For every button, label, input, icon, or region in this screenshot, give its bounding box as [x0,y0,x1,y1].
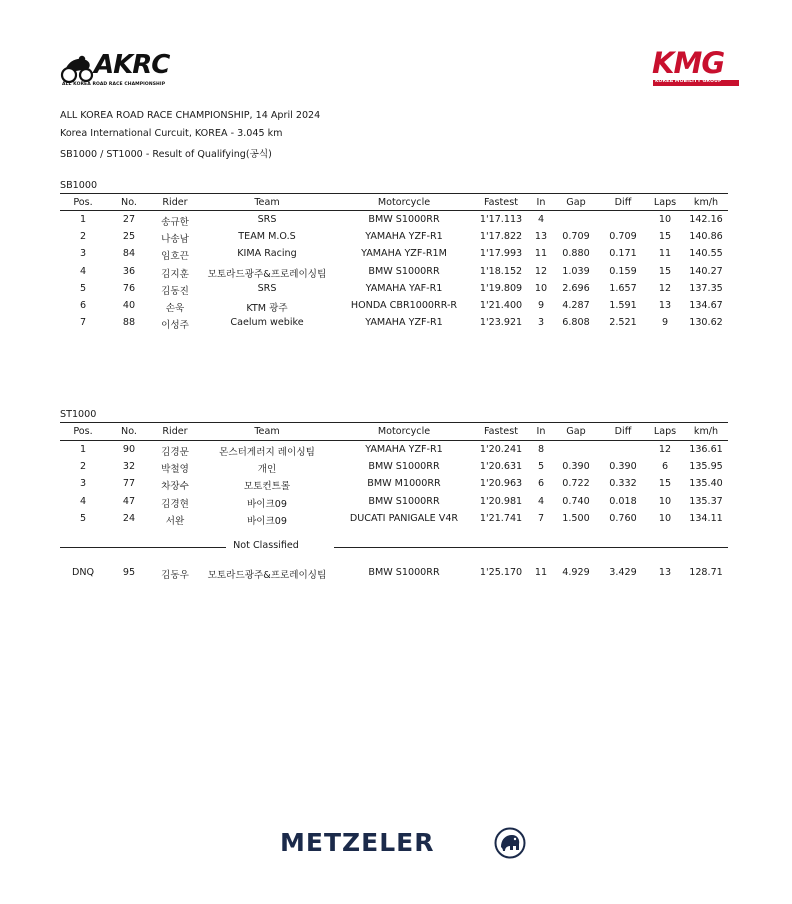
column-header-gap: Gap [566,197,586,208]
cell-team: 개인 [257,464,277,476]
cell-motorcycle: YAMAHA YZF-R1 [365,317,443,329]
cell-fastest: 1'20.981 [479,495,523,507]
cell-in: 3 [537,317,545,329]
column-header-rider: Rider [162,197,188,208]
cell-motorcycle: BMW S1000RR [368,495,440,507]
cell-kmh: 128.71 [689,567,723,578]
cell-pos: 3 [79,478,87,490]
cell-fastest: 1'20.963 [479,478,523,490]
cell-no: 24 [122,512,136,524]
cell-kmh: 140.55 [689,248,723,260]
cell-gap: 0.709 [562,231,590,243]
cell-kmh: 142.16 [689,214,723,225]
cell-fastest: 1'17.822 [479,231,523,243]
column-header-rider: Rider [162,426,188,437]
column-header-motorcycle: Motorcycle [377,426,431,437]
column-header-kmh: km/h [693,197,719,208]
cell-gap: 4.929 [562,567,590,578]
cell-laps: 13 [658,567,672,578]
cell-team: SRS [257,282,277,294]
cell-pos: 1 [79,214,87,225]
cell-laps: 12 [658,444,672,455]
cell-motorcycle: BMW S1000RR [368,214,440,225]
column-header-laps: Laps [653,197,677,208]
kmg-tagline: KOREA MOBILITY GROUP [655,79,722,84]
cell-fastest: 1'20.241 [479,444,523,455]
cell-motorcycle: HONDA CBR1000RR-R [350,300,458,311]
cell-kmh: 135.40 [689,478,723,490]
cell-rider: 차장수 [161,481,189,493]
cell-kmh: 137.35 [689,282,723,294]
akrc-tagline: ALL KOREA ROAD RACE CHAMPIONSHIP [62,82,166,87]
cell-rider: 서완 [165,515,185,527]
cell-gap: 2.696 [562,282,590,294]
cell-team: Caelum webike [230,317,304,329]
cell-diff: 0.332 [609,478,637,490]
cell-team: 모토컨트롤 [243,481,291,493]
st1000-label: ST1000 [60,409,97,420]
cell-no: 88 [122,317,136,329]
cell-gap: 4.287 [562,300,590,311]
cell-laps: 10 [658,214,672,225]
cell-laps: 15 [658,231,672,243]
cell-rider: 박철영 [161,464,189,476]
cell-team: 바이크09 [246,515,288,527]
cell-team: SRS [257,214,277,225]
metzeler-wordmark: METZELER [280,828,435,857]
cell-laps: 6 [661,461,669,473]
column-header-laps: Laps [653,426,677,437]
column-header-motorcycle: Motorcycle [377,197,431,208]
cell-pos: 1 [79,444,87,455]
cell-gap: 0.740 [562,495,590,507]
cell-diff: 0.390 [609,461,637,473]
column-header-in: In [536,426,546,437]
cell-in: 11 [534,567,548,578]
cell-fastest: 1'23.921 [479,317,523,329]
cell-no: 47 [122,495,136,507]
cell-pos: 4 [79,265,87,277]
cell-gap: 0.880 [562,248,590,260]
cell-diff: 0.709 [609,231,637,243]
cell-laps: 15 [658,265,672,277]
cell-no: 77 [122,478,136,490]
cell-motorcycle: YAMAHA YAF-R1 [365,282,443,294]
column-header-diff: Diff [614,426,632,437]
cell-in: 9 [537,300,545,311]
cell-laps: 11 [658,248,672,260]
cell-motorcycle: BMW S1000RR [368,265,440,277]
cell-fastest: 1'19.809 [479,282,523,294]
cell-no: 32 [122,461,136,473]
cell-team: 모토라드광주&프로레이싱팀 [207,570,327,581]
sb1000-header-rule [60,210,728,211]
column-header-pos: Pos. [73,426,93,437]
cell-no: 25 [122,231,136,243]
cell-pos: 3 [79,248,87,260]
cell-in: 4 [537,495,545,507]
not-classified-rule-left [60,547,226,548]
motorcycle-rider-icon [60,54,94,84]
cell-gap: 6.808 [562,317,590,329]
akrc-wordmark: AKRC [94,50,170,80]
cell-team: 몬스터게러지 레이싱팀 [219,447,315,458]
cell-pos: 7 [79,317,87,329]
cell-no: 27 [122,214,136,225]
column-header-team: Team [254,197,280,208]
cell-pos: 5 [79,282,87,294]
column-header-fastest: Fastest [484,426,518,437]
cell-gap: 0.390 [562,461,590,473]
cell-motorcycle: BMW S1000RR [368,567,440,578]
cell-diff: 0.760 [609,512,637,524]
column-header-no: No. [121,426,137,437]
cell-in: 4 [537,214,545,225]
column-header-in: In [536,197,546,208]
cell-kmh: 135.37 [689,495,723,507]
cell-kmh: 136.61 [689,444,723,455]
cell-rider: 김지훈 [161,268,189,280]
cell-no: 40 [122,300,136,311]
cell-rider: 김동우 [161,570,189,581]
cell-rider: 송규한 [161,217,189,228]
cell-gap: 0.722 [562,478,590,490]
cell-in: 5 [537,461,545,473]
cell-fastest: 1'18.152 [479,265,523,277]
cell-gap: 1.039 [562,265,590,277]
cell-rider: 김동진 [161,285,189,297]
session-title: SB1000 / ST1000 - Result of Qualifying(공식) [60,149,272,160]
cell-no: 95 [122,567,136,578]
cell-fastest: 1'21.741 [479,512,523,524]
cell-diff: 1.591 [609,300,637,311]
column-header-pos: Pos. [73,197,93,208]
cell-rider: 임호끈 [161,251,189,263]
cell-pos: 5 [79,512,87,524]
cell-laps: 10 [658,512,672,524]
metzeler-logo [280,828,530,860]
cell-team: 바이크09 [246,498,288,510]
column-header-gap: Gap [566,426,586,437]
cell-diff: 1.657 [609,282,637,294]
cell-motorcycle: YAMAHA YZF-R1 [365,444,443,455]
cell-pos: 2 [79,231,87,243]
kmg-logo [650,46,740,88]
cell-gap: 1.500 [562,512,590,524]
cell-team: TEAM M.O.S [238,231,296,243]
cell-laps: 15 [658,478,672,490]
cell-kmh: 134.67 [689,300,723,311]
cell-in: 8 [537,444,545,455]
cell-no: 84 [122,248,136,260]
st1000-top-rule [60,422,728,423]
kmg-wordmark: KMG [652,46,725,80]
cell-fastest: 1'25.170 [479,567,523,578]
cell-kmh: 140.27 [689,265,723,277]
cell-kmh: 140.86 [689,231,723,243]
circuit-info: Korea International Curcuit, KOREA - 3.045 km [60,128,283,139]
cell-motorcycle: BMW M1000RR [367,478,441,490]
cell-in: 10 [534,282,548,294]
cell-diff: 2.521 [609,317,637,329]
sb1000-top-rule [60,193,728,194]
cell-team: KTM 광주 [246,303,288,314]
cell-in: 13 [534,231,548,243]
cell-motorcycle: BMW S1000RR [368,461,440,473]
cell-laps: 10 [658,495,672,507]
not-classified-label: Not Classified [233,540,299,551]
cell-fastest: 1'21.400 [479,300,523,311]
cell-kmh: 130.62 [689,317,723,329]
sb1000-label: SB1000 [60,180,98,191]
cell-laps: 12 [658,282,672,294]
cell-team: KIMA Racing [237,248,297,260]
cell-diff: 0.171 [609,248,637,260]
cell-fastest: 1'17.113 [479,214,523,225]
cell-diff: 3.429 [609,567,637,578]
cell-in: 12 [534,265,548,277]
cell-kmh: 135.95 [689,461,723,473]
cell-no: 36 [122,265,136,277]
cell-in: 6 [537,478,545,490]
cell-kmh: 134.11 [689,512,723,524]
cell-in: 7 [537,512,545,524]
cell-diff: 0.159 [609,265,637,277]
cell-motorcycle: YAMAHA YZF-R1 [365,231,443,243]
cell-laps: 9 [661,317,669,329]
column-header-kmh: km/h [693,426,719,437]
not-classified-rule-right [334,547,728,548]
column-header-fastest: Fastest [484,197,518,208]
cell-motorcycle: DUCATI PANIGALE V4R [349,512,459,524]
cell-rider: 김경문 [161,447,189,458]
cell-rider: 김경현 [161,498,189,510]
cell-diff: 0.018 [609,495,637,507]
column-header-no: No. [121,197,137,208]
st1000-header-rule [60,440,728,441]
cell-team: 모토라드광주&프로레이싱팀 [207,268,327,280]
cell-rider: 손욱 [165,303,185,314]
cell-in: 11 [534,248,548,260]
cell-no: 76 [122,282,136,294]
cell-fastest: 1'20.631 [479,461,523,473]
cell-fastest: 1'17.993 [479,248,523,260]
cell-motorcycle: YAMAHA YZF-R1M [361,248,447,260]
elephant-icon [494,827,526,859]
cell-rider: 나송남 [161,234,189,246]
cell-no: 90 [122,444,136,455]
cell-pos: DNQ [71,567,95,578]
akrc-logo [60,52,190,94]
column-header-diff: Diff [614,197,632,208]
column-header-team: Team [254,426,280,437]
cell-laps: 13 [658,300,672,311]
cell-pos: 6 [79,300,87,311]
cell-rider: 이성주 [161,320,189,332]
cell-pos: 4 [79,495,87,507]
cell-pos: 2 [79,461,87,473]
championship-title: ALL KOREA ROAD RACE CHAMPIONSHIP, 14 April 2024 [60,110,321,121]
